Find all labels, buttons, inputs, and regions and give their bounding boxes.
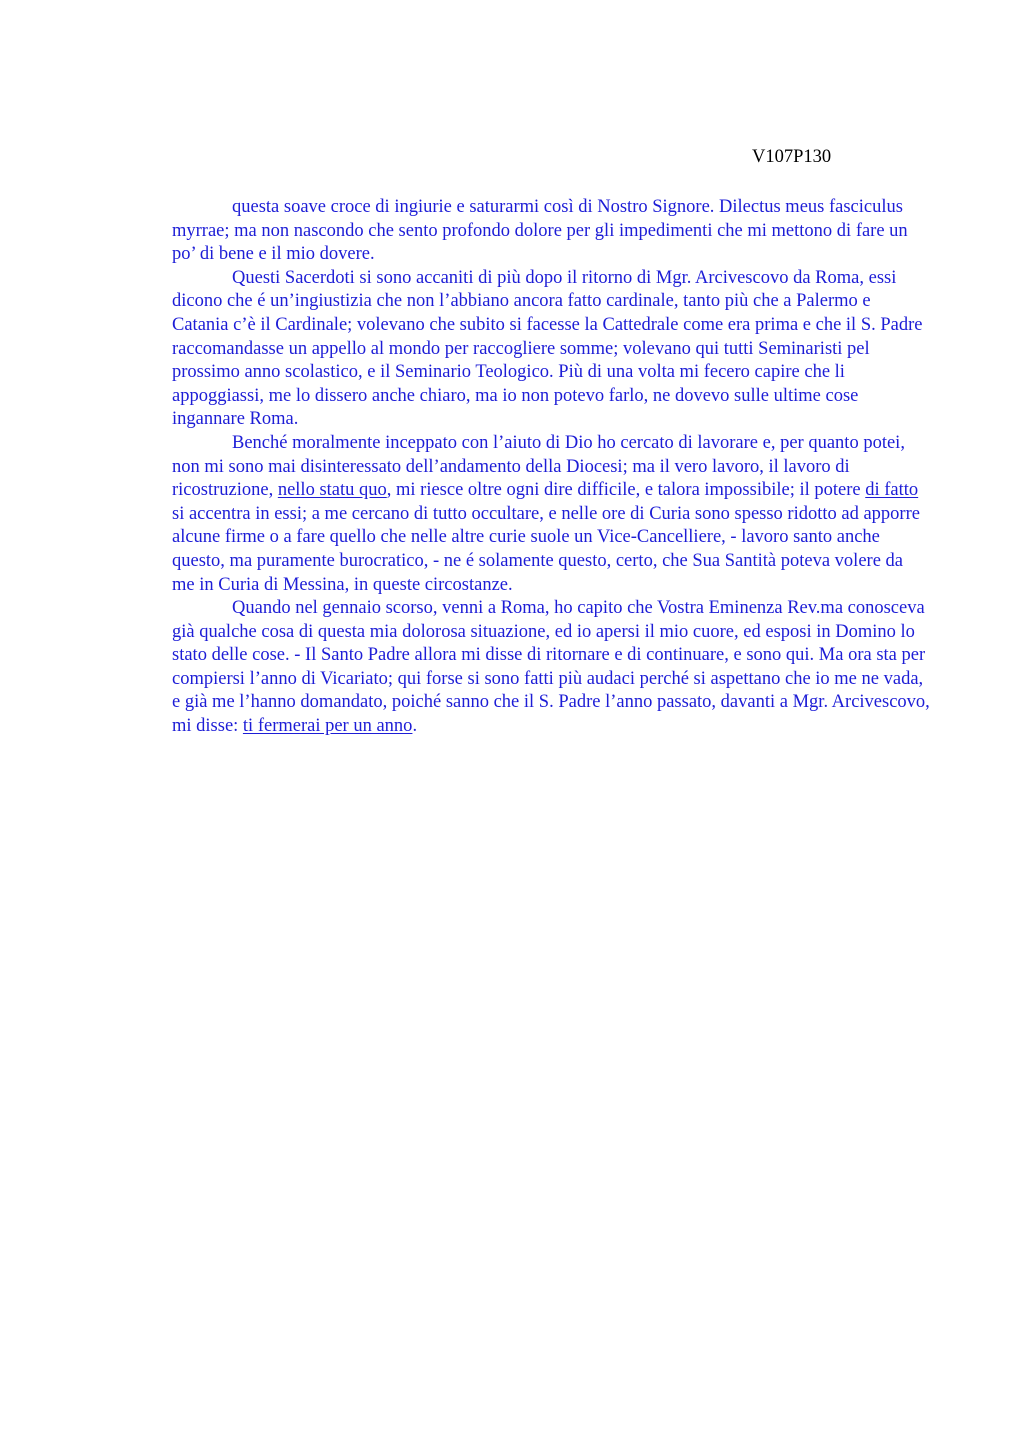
text-segment: Quando nel gennaio scorso, venni a Roma, ho capito che Vostra Eminenza Rev.ma conosceva già qualche cosa di questa mia dolorosa situazione, ed io apersi il mio cuore, ed esposi in Domino lo stato delle cose. - Il Santo Padre allora mi disse di ritornare e di continuare, e sono qui. Ma ora sta per compiersi l’anno di Vicariato; qui forse si sono fatti più audaci perché si aspettano che io me ne vada, e già me l’hanno domandato, poiché sanno che il S. Padre l’anno passato, davanti a Mgr. Arcivescovo, mi disse: xyxy=(172,598,930,737)
paragraph-3 xyxy=(172,432,930,597)
underlined-phrase-statu-quo: nello statu quo xyxy=(277,480,387,501)
letter-body xyxy=(172,196,930,739)
underlined-phrase-di-fatto: di fatto xyxy=(865,480,919,501)
paragraph-4 xyxy=(172,597,930,739)
text-segment: , mi riesce oltre ogni dire difficile, e talora impossibile; il potere xyxy=(386,480,866,501)
text-segment: questa soave croce di ingiurie e saturarmi così di Nostro Signore. Dilectus meus fasciculus myrrae; ma non nascondo che sento profondo dolore per gli impedimenti che mi mettono di fare un po’ di bene e il mio dovere. xyxy=(172,197,908,265)
page-reference: V107P130 xyxy=(752,147,832,167)
text-segment: si accentra in essi; a me cercano di tutto occultare, e nelle ore di Curia sono spesso ridotto ad apporre alcune firme o a fare quello che nelle altre curie suole un Vice-Cancelliere, - lavoro santo anche questo, ma puramente burocratico, - ne é solamente questo, certo, che Sua Santità poteva volere da me in Curia di Messina, in queste circostanze. xyxy=(172,503,920,595)
text-segment: Questi Sacerdoti si sono accaniti di più dopo il ritorno di Mgr. Arcivescovo da Roma, essi dicono che é un’ingiustizia che non l’abbiano ancora fatto cardinale, tanto più che a Palermo e Catania c’è il Cardinale; volevano che subito si facesse la Cattedrale come era prima e che il S. Padre raccomandasse un appello al mondo per raccogliere somme; volevano qui tutti Seminaristi pel prossimo anno scolastico, e il Seminario Teologico. Più di una volta mi fecero capire che li appoggiassi, me lo dissero anche chiaro, ma io non potevo farlo, ne dovevo sulle ultime cose ingannare Roma. xyxy=(172,267,923,430)
paragraph-2 xyxy=(172,267,930,432)
paragraph-1 xyxy=(172,196,930,267)
text-segment: Benché moralmente inceppato con l’aiuto di Dio ho cercato di lavorare e, per quanto potei, non mi sono mai disinteressato dell’andamento della Diocesi; ma il vero lavoro, il lavoro di ricostruzione, xyxy=(172,432,905,501)
text-segment: . xyxy=(412,716,418,737)
underlined-phrase-ti-fermerai: ti fermerai per un anno xyxy=(242,716,413,737)
